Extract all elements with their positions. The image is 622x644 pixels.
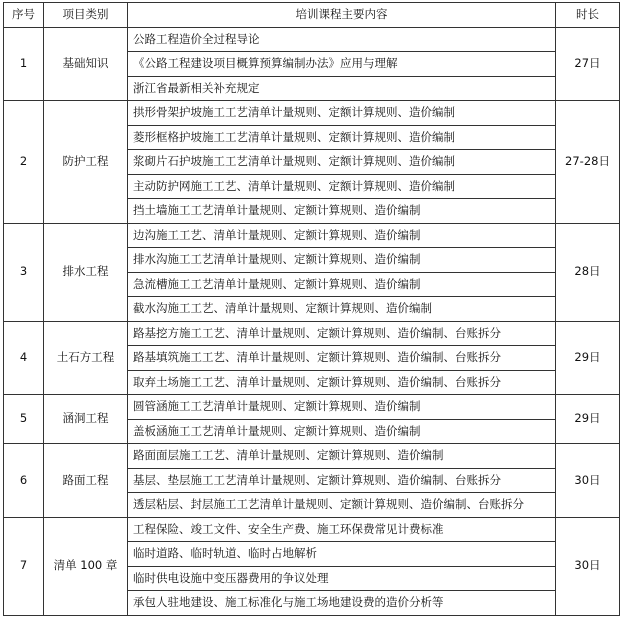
- row-number: 3: [4, 223, 44, 321]
- header-duration: 时长: [556, 3, 620, 28]
- row-number: 7: [4, 517, 44, 615]
- row-category: 清单 100 章: [44, 517, 128, 615]
- course-topic: 工程保险、竣工文件、安全生产费、施工环保费常见计费标准: [128, 517, 556, 542]
- table-row: [4, 27, 620, 52]
- table-row: [4, 321, 620, 346]
- row-number: 2: [4, 101, 44, 224]
- training-course-table: [3, 2, 620, 616]
- header-content: 培训课程主要内容: [128, 3, 556, 28]
- course-topic: 边沟施工工艺、清单计量规则、定额计算规则、造价编制: [128, 223, 556, 248]
- row-category: 路面工程: [44, 444, 128, 518]
- row-duration: 27-28日: [556, 101, 620, 224]
- table-row: [4, 223, 620, 248]
- header-no: 序号: [4, 3, 44, 28]
- row-number: 1: [4, 27, 44, 101]
- course-topic: 挡土墙施工工艺清单计量规则、定额计算规则、造价编制: [128, 199, 556, 224]
- course-topic: 路面面层施工工艺、清单计量规则、定额计算规则、造价编制: [128, 444, 556, 469]
- course-topic: 主动防护网施工工艺、清单计量规则、定额计算规则、造价编制: [128, 174, 556, 199]
- table-body: [4, 27, 620, 615]
- row-duration: 27日: [556, 27, 620, 101]
- course-topic: 临时供电设施中变压器费用的争议处理: [128, 566, 556, 591]
- course-topic: 圆管涵施工工艺清单计量规则、定额计算规则、造价编制: [128, 395, 556, 420]
- course-topic: 取弃土场施工工艺、清单计量规则、定额计算规则、造价编制、台账拆分: [128, 370, 556, 395]
- course-topic: 路基填筑施工工艺、清单计量规则、定额计算规则、造价编制、台账拆分: [128, 346, 556, 371]
- course-topic: 公路工程造价全过程导论: [128, 27, 556, 52]
- row-category: 排水工程: [44, 223, 128, 321]
- header-category: 项目类别: [44, 3, 128, 28]
- row-duration: 29日: [556, 321, 620, 395]
- row-number: 6: [4, 444, 44, 518]
- course-topic: 盖板涵施工工艺清单计量规则、定额计算规则、造价编制: [128, 419, 556, 444]
- row-duration: 29日: [556, 395, 620, 444]
- course-topic: 拱形骨架护坡施工工艺清单计量规则、定额计算规则、造价编制: [128, 101, 556, 126]
- course-topic: 浙江省最新相关补充规定: [128, 76, 556, 101]
- row-category: 涵洞工程: [44, 395, 128, 444]
- row-category: 土石方工程: [44, 321, 128, 395]
- row-number: 4: [4, 321, 44, 395]
- row-duration: 30日: [556, 517, 620, 615]
- row-category: 基础知识: [44, 27, 128, 101]
- table-row: [4, 517, 620, 542]
- course-topic: 透层粘层、封层施工工艺清单计量规则、定额计算规则、造价编制、台账拆分: [128, 493, 556, 518]
- course-topic: 临时道路、临时轨道、临时占地解析: [128, 542, 556, 567]
- table-row: [4, 395, 620, 420]
- table-row: [4, 101, 620, 126]
- course-topic: 基层、垫层施工工艺清单计量规则、定额计算规则、造价编制、台账拆分: [128, 468, 556, 493]
- header-row: [4, 3, 620, 28]
- course-topic: 截水沟施工工艺、清单计量规则、定额计算规则、造价编制: [128, 297, 556, 322]
- course-topic: 急流槽施工工艺清单计量规则、定额计算规则、造价编制: [128, 272, 556, 297]
- course-topic: 路基挖方施工工艺、清单计量规则、定额计算规则、造价编制、台账拆分: [128, 321, 556, 346]
- course-topic: 《公路工程建设项目概算预算编制办法》应用与理解: [128, 52, 556, 77]
- course-topic: 承包人驻地建设、施工标准化与施工场地建设费的造价分析等: [128, 591, 556, 616]
- course-topic: 浆砌片石护坡施工工艺清单计量规则、定额计算规则、造价编制: [128, 150, 556, 175]
- row-duration: 28日: [556, 223, 620, 321]
- course-topic: 排水沟施工工艺清单计量规则、定额计算规则、造价编制: [128, 248, 556, 273]
- row-number: 5: [4, 395, 44, 444]
- course-topic: 菱形框格护坡施工工艺清单计量规则、定额计算规则、造价编制: [128, 125, 556, 150]
- row-category: 防护工程: [44, 101, 128, 224]
- table-row: [4, 444, 620, 469]
- row-duration: 30日: [556, 444, 620, 518]
